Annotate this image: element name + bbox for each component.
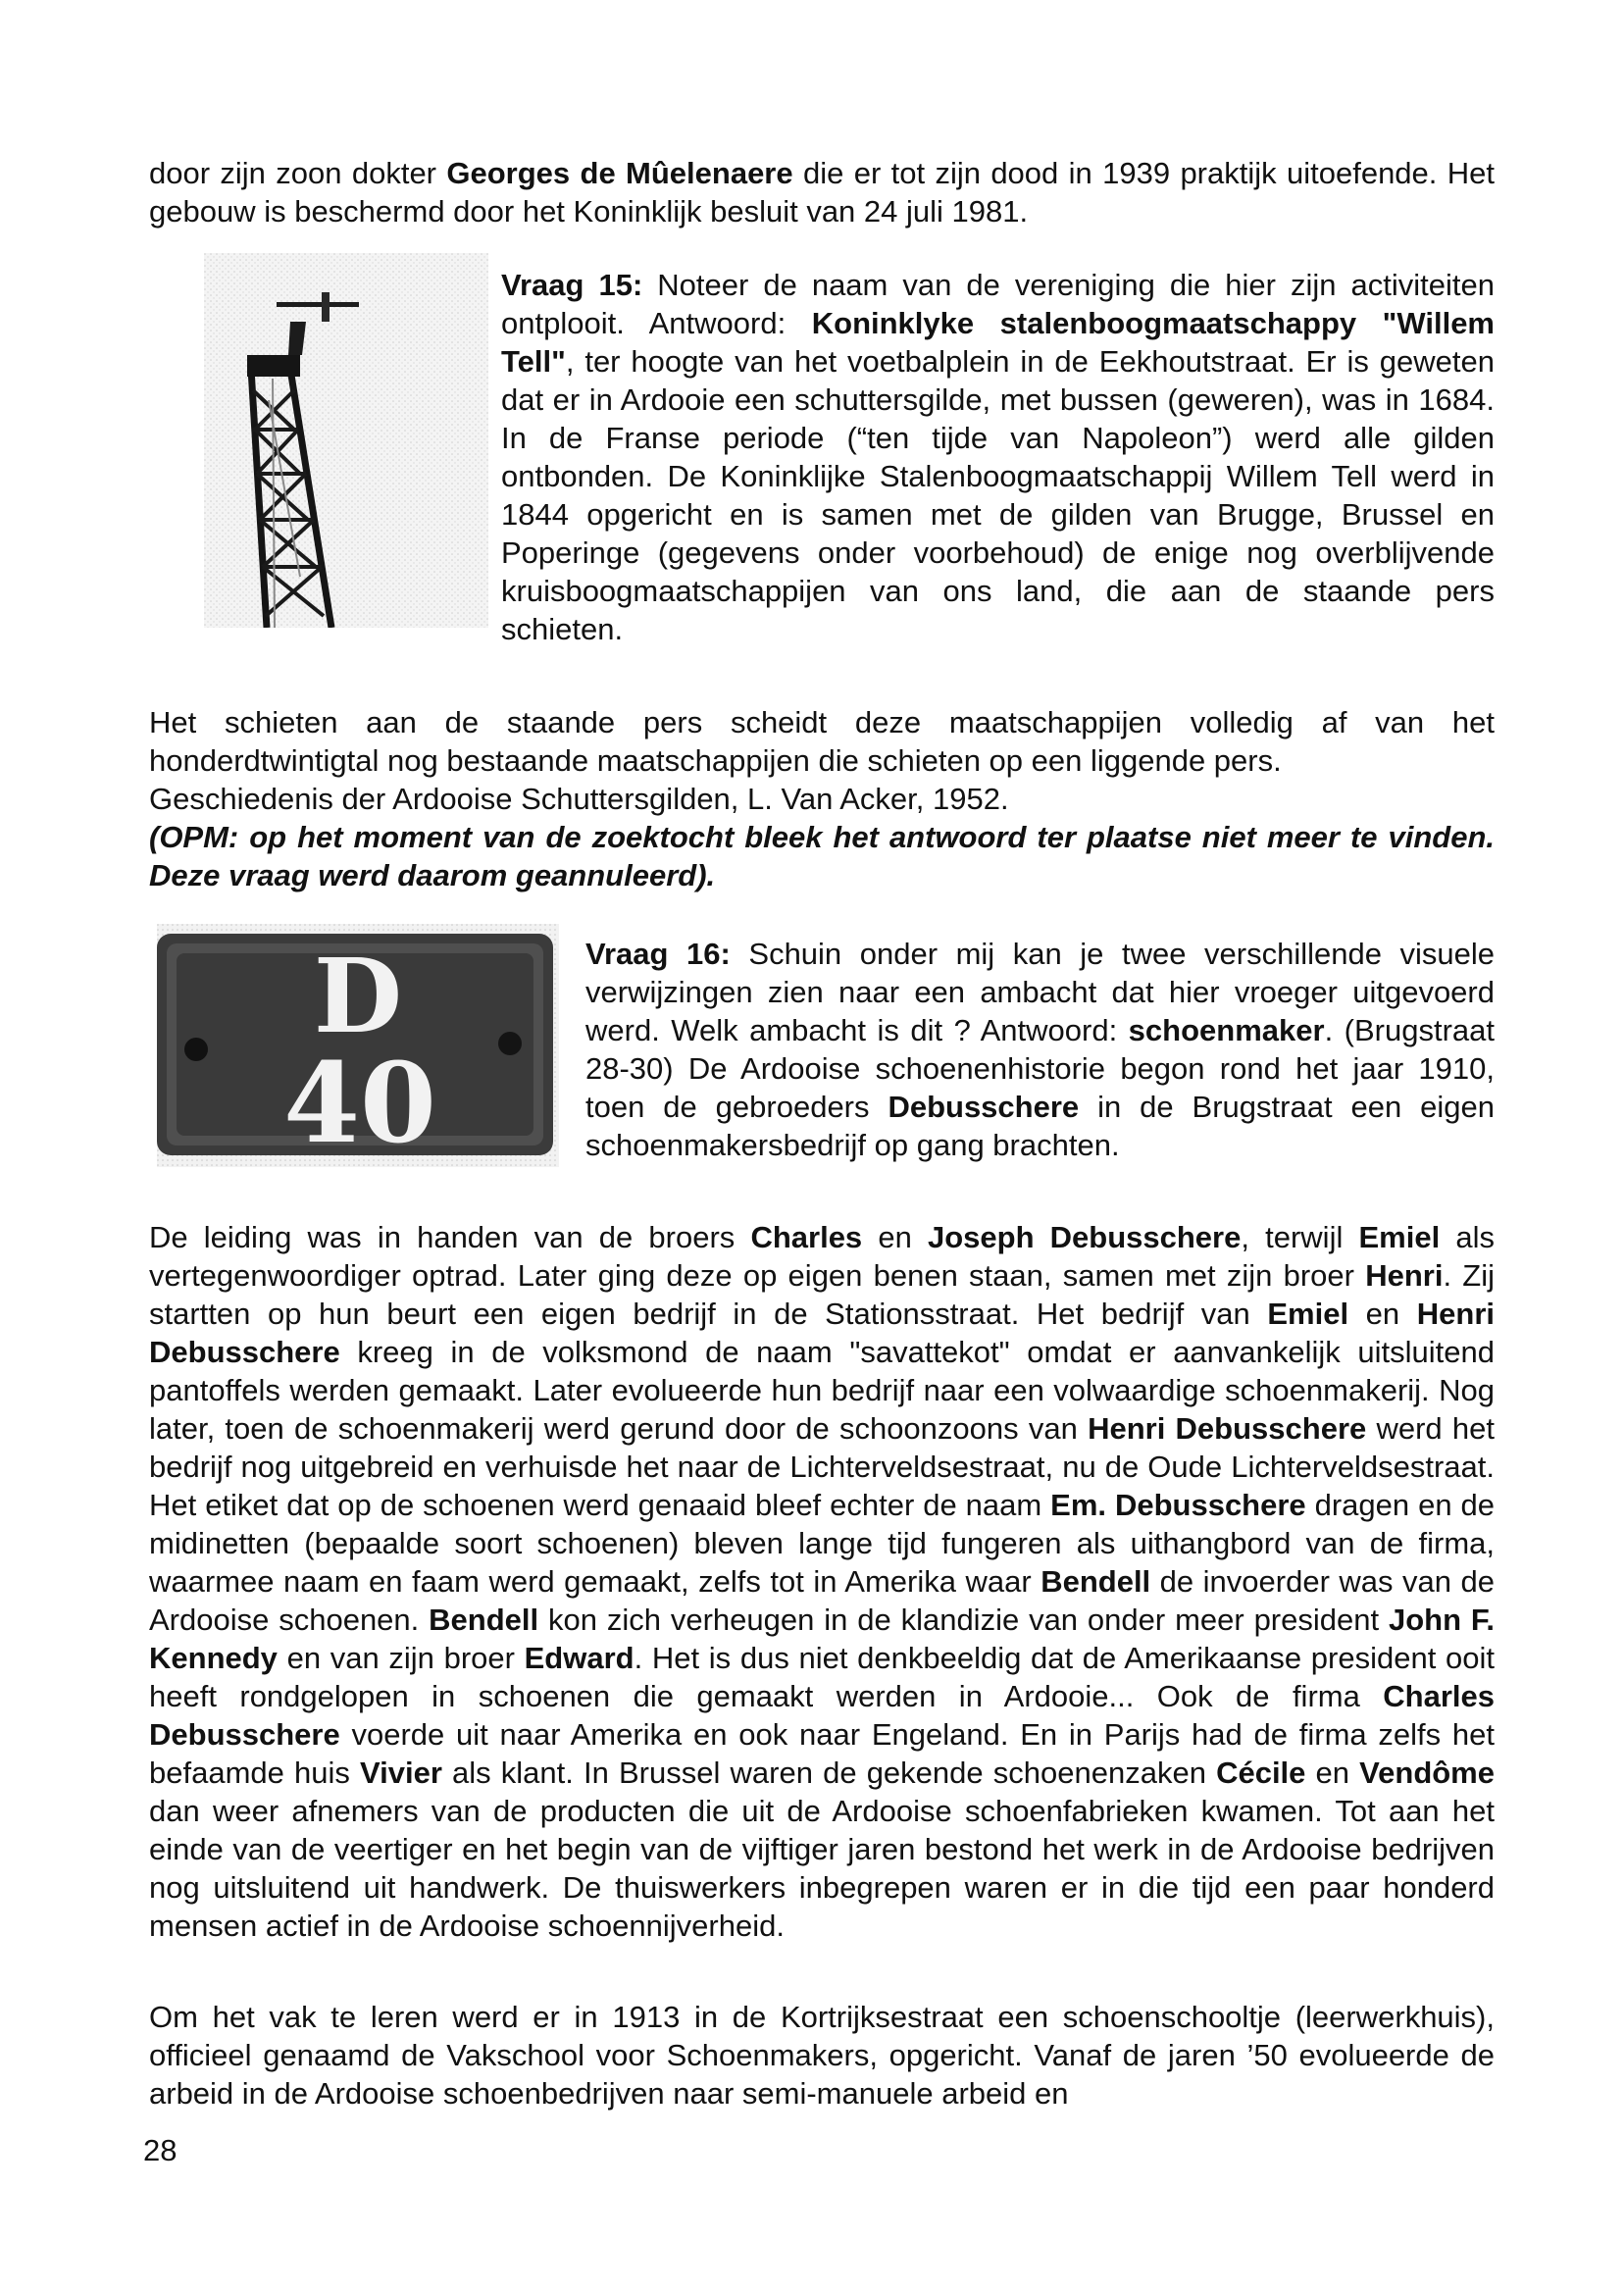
text-run: , terwijl (1241, 1220, 1359, 1254)
source-citation (149, 780, 1495, 818)
plate-letter: D (313, 936, 403, 1056)
text-run: en (1348, 1297, 1417, 1331)
name-bold: John F. Kennedy (149, 1603, 1496, 1675)
name-bold: Edward (524, 1641, 634, 1675)
question-16-paragraph (585, 935, 1495, 1164)
text-run: de invoerder was van de Ardooise schoenen. (149, 1564, 1495, 1637)
house-number-plate-photo (157, 924, 559, 1167)
text-run: kon zich verheugen in de klandizie van onder meer president (538, 1603, 1389, 1637)
name-bold: Cécile (1216, 1756, 1306, 1790)
intro-paragraph (149, 154, 1495, 230)
question-16-text: Schuin onder mij kan je twee verschillende visuele verwijzingen zien naar een ambacht dat hier vroeger uitgevoerd werd. Welk ambacht is dit ? Antwoord: (585, 937, 1496, 1047)
text-run: De leiding was in handen van de broers (149, 1220, 751, 1254)
text-run: . Het is dus niet denkbeeldig dat de Amerikaanse president ooit heeft rondgelopen in schoenen die gemaakt werden in Ardooie... Ook de firma (149, 1641, 1495, 1713)
name-bold: Charles Debusschere (149, 1679, 1495, 1752)
text-run: . Zij startten op hun beurt een eigen bedrijf in de Stationsstraat. Het bedrijf van (149, 1258, 1495, 1331)
text-run: werd het bedrijf nog uitgebreid en verhuisde het naar de Lichterveldsestraat, nu de Oude Lichterveldsestraat. Het etiket dat op de schoenen werd genaaid bleef echter de naam (149, 1411, 1495, 1522)
text-run: dan weer afnemers van de producten die uit de Ardooise schoenfabrieken kwamen. Tot aan het einde van de veertiger en het begin van de vijftiger jaren bestond het werk in de Ardooise bedrijven nog uitsluitend uit handwerk. De thuiswerkers inbegrepen waren er in die tijd een paar honderd mensen actief in de Ardooise schoennijverheid. (149, 1794, 1495, 1943)
question-15-paragraph (501, 266, 1495, 648)
question-15-label: Vraag 15: (501, 268, 643, 302)
name-bold: Em. Debusschere (1050, 1488, 1306, 1522)
crossbow-tower-photo (204, 253, 488, 628)
name-bold: Vivier (360, 1756, 442, 1790)
number-plate-icon (157, 924, 559, 1167)
shoe-history-paragraph (149, 1218, 1495, 1945)
tower-icon (204, 253, 488, 628)
intro-name-bold: Georges de Mûelenaere (446, 156, 793, 190)
question-16-name-bold: Debusschere (888, 1090, 1080, 1124)
name-bold: Henri (1365, 1258, 1444, 1293)
note-text: (OPM: op het moment van de zoektocht bleek het antwoord ter plaatse niet meer te vinden. Deze vraag werd daarom geannuleerd). (149, 820, 1495, 892)
text-run: en (862, 1220, 928, 1254)
name-bold: Emiel (1267, 1297, 1349, 1331)
name-bold: Henri Debusschere (1088, 1411, 1367, 1446)
intro-text-2: die er tot zijn dood in 1939 praktijk uitoefende. Het gebouw is beschermd door het Koninklijk besluit van 24 juli 1981. (149, 156, 1495, 229)
question-16-label: Vraag 16: (585, 937, 731, 971)
name-bold: Bendell (429, 1603, 539, 1637)
text-run: als vertegenwoordiger optrad. Later ging deze op eigen benen staan, samen met zijn broer (149, 1220, 1495, 1293)
page-number: 28 (143, 2133, 178, 2167)
cancellation-note (149, 818, 1495, 894)
text-run: kreeg in de volksmond de naam "savattekot" omdat er aanvankelijk uitsluitend pantoffels werden gemaakt. Later evolueerde hun bedrijf naar een volwaardige schoenmakerij. Nog later, toen de schoenmakerij werd gerund door de schoonzoons van (149, 1335, 1495, 1446)
name-bold: Henri Debusschere (149, 1297, 1495, 1369)
intro-text: door zijn zoon dokter (149, 156, 447, 190)
question-15-text-2: , ter hoogte van het voetbalplein in de Eekhoutstraat. Er is geweten dat er in Ardooie een schuttersgilde, met bussen (geweren), was in 1684. In de Franse periode (“ten tijde van Napoleon”) werd alle gilden ontbonden. De Koninklijke Stalenboogmaatschappij Willem Tell werd in 1844 opgericht en is samen met de gilden van Brugge, Brussel en Poperinge (gegevens onder voorbehoud) de enige nog overblijvende kruisboogmaatschappijen van ons land, die aan de staande pers schieten. (501, 344, 1495, 646)
name-bold: Bendell (1040, 1564, 1151, 1599)
pers-text: Het schieten aan de staande pers scheidt deze maatschappijen volledig af van het honderdtwintigtal nog bestaande maatschappijen die schieten op een liggende pers. (149, 705, 1495, 778)
name-bold: Vendôme (1359, 1756, 1495, 1790)
plate-number: 40 (283, 1040, 436, 1167)
name-bold: Emiel (1358, 1220, 1441, 1254)
question-15-answer: Koninklyke stalenboogmaatschappy "Willem Tell" (501, 306, 1495, 379)
vakschool-paragraph (149, 1998, 1495, 2113)
text-run: dragen en de midinetten (bepaalde soort schoenen) bleven lange tijd fungeren als uithangbord van de firma, waarmee naam en faam werd gemaakt, zelfs tot in Amerika waar (149, 1488, 1496, 1599)
source-text: Geschiedenis der Ardooise Schuttersgilden, L. Van Acker, 1952. (149, 782, 1009, 816)
question-15-text: Noteer de naam van de vereniging die hier zijn activiteiten ontplooit. Antwoord: (501, 268, 1495, 340)
text-run: voerde uit naar Amerika en ook naar Engeland. En in Parijs had de firma zelfs het befaamde huis (149, 1717, 1495, 1790)
text-run: en van zijn broer (277, 1641, 525, 1675)
name-bold: Charles (750, 1220, 863, 1254)
pers-paragraph (149, 703, 1495, 780)
question-16-text-2: . (Brugstraat 28-30) De Ardooise schoenenhistorie begon rond het jaar 1910, toen de gebroeders (585, 1013, 1495, 1124)
text-run: als klant. In Brussel waren de gekende schoenenzaken (441, 1756, 1217, 1790)
text-run: en (1305, 1756, 1360, 1790)
vakschool-text: Om het vak te leren werd er in 1913 in de Kortrijksestraat een schoenschooltje (leerwerkhuis), officieel genaamd de Vakschool voor Schoenmakers, opgericht. Vanaf de jaren ’50 evolueerde de arbeid in de Ardooise schoenbedrijven naar semi-manuele arbeid en (149, 2000, 1495, 2111)
question-16-answer: schoenmaker (1128, 1013, 1325, 1047)
question-16-text-3: in de Brugstraat een eigen schoenmakersbedrijf op gang brachten. (585, 1090, 1495, 1162)
name-bold: Joseph Debusschere (927, 1220, 1242, 1254)
